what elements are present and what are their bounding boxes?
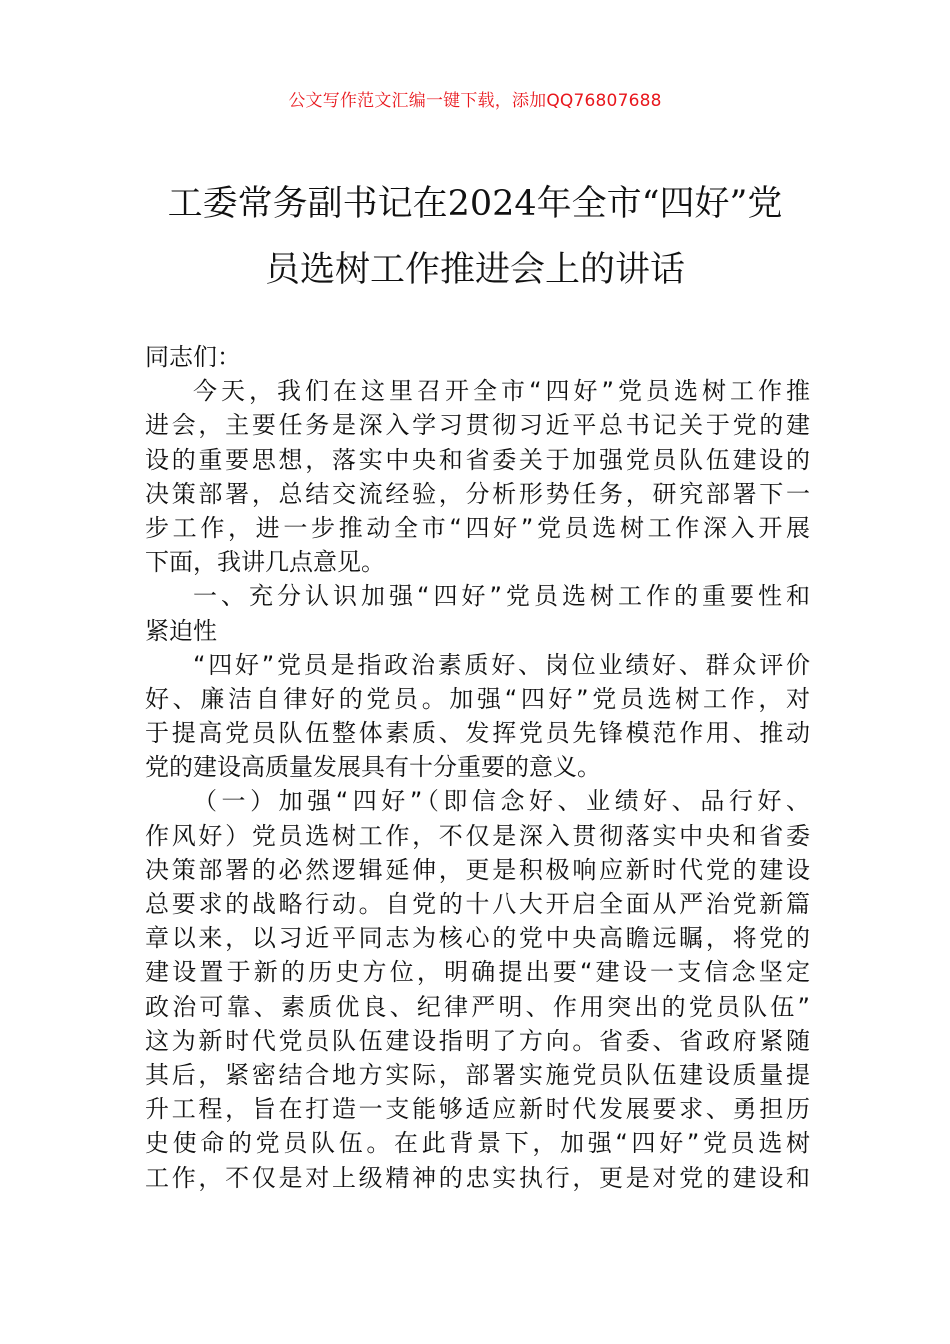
speech-body	[145, 340, 810, 1195]
document-title-line-2: 员选树工作推进会上的讲话	[264, 250, 685, 290]
paragraph-line: 其后，紧密结合地方实际，部署实施党员队伍建设质量提	[145, 1060, 810, 1089]
paragraph-line: 建设置于新的历史方位，明确提出要“建设一支信念坚定	[145, 958, 810, 987]
paragraph-line: 党的建设高质量发展具有十分重要的意义。	[145, 753, 601, 782]
paragraph-line: 作风好）党员选树工作，不仅是深入贯彻落实中央和省委	[145, 821, 810, 850]
paragraph-line: 总要求的战略行动。自党的十八大开启全面从严治党新篇	[145, 890, 810, 918]
salutation: 同志们：	[145, 343, 241, 371]
paragraph-line: 今天，我们在这里召开全市“四好”党员选树工作推	[193, 377, 810, 406]
paragraph-line: 于提高党员队伍整体素质、发挥党员先锋模范作用、推动	[145, 719, 810, 748]
document-title-line-1: 工委常务副书记在2024年全市“四好”党	[167, 184, 783, 224]
paragraph-line: 下面，我讲几点意见。	[145, 548, 385, 577]
paragraph-line: 决策部署，总结交流经验，分析形势任务，研究部署下一	[145, 479, 810, 508]
paragraph-line: 史使命的党员队伍。在此背景下，加强“四好”党员选树	[145, 1129, 810, 1158]
download-notice: 公文写作范文汇编一键下载，添加QQ76807688	[288, 91, 662, 111]
paragraph-line: 进会，主要任务是深入学习贯彻习近平总书记关于党的建	[145, 411, 810, 440]
paragraph-line: （一）加强“四好”（即信念好、业绩好、品行好、	[193, 787, 810, 816]
paragraph-line: 步工作，进一步推动全市“四好”党员选树工作深入开展	[145, 513, 810, 542]
paragraph-line: 工作，不仅是对上级精神的忠实执行，更是对党的建设和	[145, 1163, 810, 1192]
paragraph-line: “四好”党员是指政治素质好、岗位业绩好、群众评价	[193, 650, 810, 679]
paragraph-line: 升工程，旨在打造一支能够适应新时代发展要求、勇担历	[145, 1095, 810, 1124]
paragraph-line: 决策部署的必然逻辑延伸，更是积极响应新时代党的建设	[145, 855, 810, 884]
paragraph-line: 章以来，以习近平同志为核心的党中央高瞻远瞩，将党的	[145, 924, 810, 953]
paragraph-line: 好、廉洁自律好的党员。加强“四好”党员选树工作，对	[145, 684, 810, 713]
section-heading-line: 紧迫性	[145, 616, 217, 645]
paragraph-line: 政治可靠、素质优良、纪律严明、作用突出的党员队伍”	[145, 992, 810, 1021]
paragraph-line: 这为新时代党员队伍建设指明了方向。省委、省政府紧随	[145, 1026, 810, 1055]
paragraph-line: 设的重要思想，落实中央和省委关于加强党员队伍建设的	[145, 445, 810, 474]
section-heading-line: 一、充分认识加强“四好”党员选树工作的重要性和	[193, 582, 810, 611]
